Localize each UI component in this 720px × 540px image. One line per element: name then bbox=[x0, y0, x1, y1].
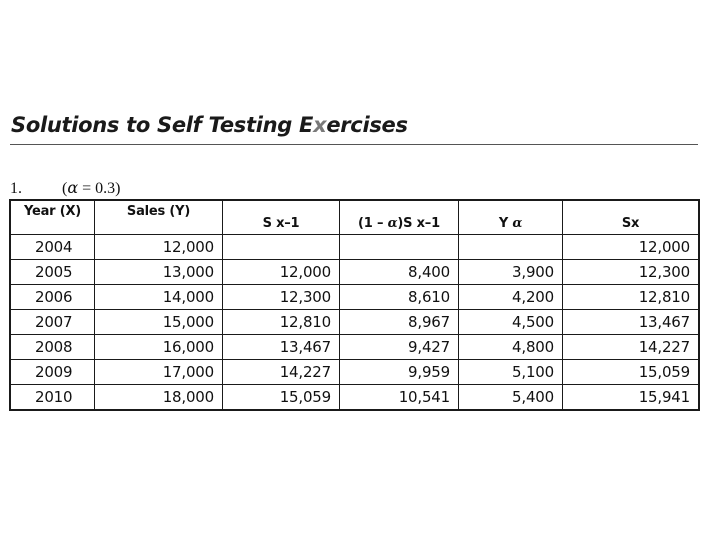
cell-weighted: 8,400 bbox=[340, 260, 459, 285]
header-weighted-pre: (1 – bbox=[358, 216, 384, 231]
cell-year: 2006 bbox=[11, 285, 95, 310]
table-row bbox=[11, 285, 699, 310]
cell-weighted: 8,610 bbox=[340, 285, 459, 310]
cell-sx: 12,000 bbox=[563, 235, 699, 260]
cell-y-alpha: 4,800 bbox=[459, 335, 563, 360]
header-weighted bbox=[340, 201, 459, 235]
cell-sx: 13,467 bbox=[563, 310, 699, 335]
cell-s-prev: 13,467 bbox=[223, 335, 340, 360]
alpha-symbol: α bbox=[67, 178, 79, 197]
cell-sx: 14,227 bbox=[563, 335, 699, 360]
cell-y-alpha: 3,900 bbox=[459, 260, 563, 285]
table-row bbox=[11, 310, 699, 335]
header-y-alpha bbox=[459, 201, 563, 235]
cell-s-prev: 14,227 bbox=[223, 360, 340, 385]
cell-weighted: 8,967 bbox=[340, 310, 459, 335]
cell-y-alpha: 4,200 bbox=[459, 285, 563, 310]
exercise-label bbox=[10, 178, 121, 198]
cell-year: 2007 bbox=[11, 310, 95, 335]
cell-y-alpha: 4,500 bbox=[459, 310, 563, 335]
table-row bbox=[11, 335, 699, 360]
cell-sx: 12,810 bbox=[563, 285, 699, 310]
header-weighted-alpha: α bbox=[387, 216, 398, 231]
cell-y-alpha: 5,400 bbox=[459, 385, 563, 410]
header-y-alpha-pre: Y bbox=[498, 216, 509, 231]
cell-y-alpha bbox=[459, 235, 563, 260]
cell-sx: 15,059 bbox=[563, 360, 699, 385]
header-s-prev: S x–1 bbox=[223, 201, 340, 235]
header-sales: Sales (Y) bbox=[95, 201, 223, 235]
header-y-alpha-symbol: α bbox=[512, 216, 523, 231]
cell-sales: 12,000 bbox=[95, 235, 223, 260]
table-row bbox=[11, 385, 699, 410]
paren-open: ( bbox=[62, 180, 68, 197]
cell-weighted: 10,541 bbox=[340, 385, 459, 410]
header-year: Year (X) bbox=[11, 201, 95, 235]
cell-year: 2005 bbox=[11, 260, 95, 285]
cell-sx: 15,941 bbox=[563, 385, 699, 410]
cell-sales: 16,000 bbox=[95, 335, 223, 360]
cell-s-prev: 15,059 bbox=[223, 385, 340, 410]
title-part-1: Solutions to Self Testing E bbox=[11, 113, 314, 137]
cell-weighted bbox=[340, 235, 459, 260]
smoothing-table bbox=[10, 200, 699, 410]
cell-weighted: 9,427 bbox=[340, 335, 459, 360]
cell-year: 2004 bbox=[11, 235, 95, 260]
header-sx: Sx bbox=[563, 201, 699, 235]
cell-sales: 14,000 bbox=[95, 285, 223, 310]
title-part-3: ercises bbox=[326, 113, 408, 137]
cell-weighted: 9,959 bbox=[340, 360, 459, 385]
title-part-2: x bbox=[313, 113, 327, 137]
table-row bbox=[11, 360, 699, 385]
exercise-number: 1. bbox=[10, 180, 22, 197]
cell-sales: 18,000 bbox=[95, 385, 223, 410]
cell-sales: 13,000 bbox=[95, 260, 223, 285]
alpha-value: = 0.3) bbox=[78, 180, 121, 197]
cell-year: 2009 bbox=[11, 360, 95, 385]
cell-sx: 12,300 bbox=[563, 260, 699, 285]
cell-y-alpha: 5,100 bbox=[459, 360, 563, 385]
cell-sales: 15,000 bbox=[95, 310, 223, 335]
cell-sales: 17,000 bbox=[95, 360, 223, 385]
cell-year: 2008 bbox=[11, 335, 95, 360]
title-rule bbox=[10, 144, 698, 145]
header-weighted-post: )S x–1 bbox=[397, 216, 440, 231]
page-title bbox=[11, 113, 408, 137]
cell-s-prev: 12,300 bbox=[223, 285, 340, 310]
cell-s-prev: 12,000 bbox=[223, 260, 340, 285]
table-row bbox=[11, 235, 699, 260]
cell-s-prev: 12,810 bbox=[223, 310, 340, 335]
cell-s-prev bbox=[223, 235, 340, 260]
table-row bbox=[11, 260, 699, 285]
header-row bbox=[11, 201, 699, 235]
cell-year: 2010 bbox=[11, 385, 95, 410]
